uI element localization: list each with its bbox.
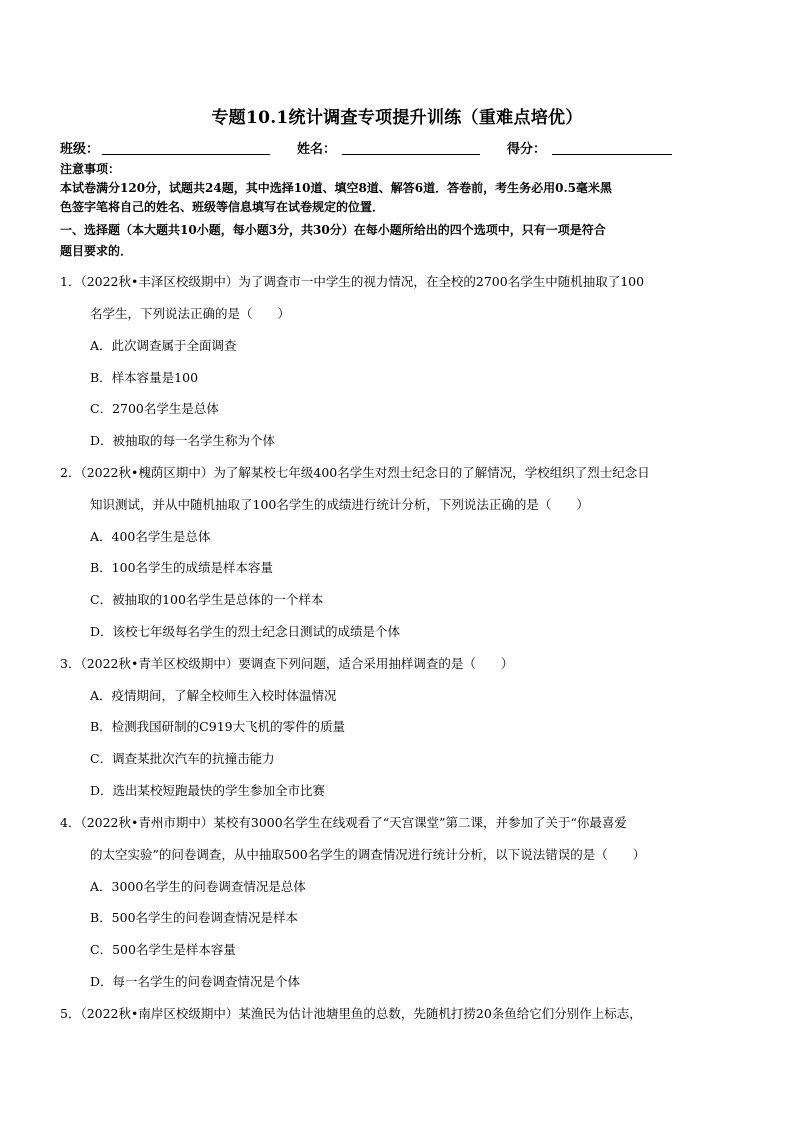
question-stem: 2．（2022秋•槐荫区期中）为了解某校七年级400名学生对烈士纪念日的了解情况，学校组织了烈士纪念日 [60,465,650,480]
question-stem-cont: 的太空实验”的问卷调查，从中抽取500名学生的调查情况进行统计分析，以下说法错误的是（ ） [90,847,646,862]
page-title: 专题10.1统计调查专项提升训练（重难点培优） [211,108,583,128]
score-label: 得分： [507,142,547,157]
option-b[interactable]: B．500名学生的问卷调查情况是样本 [90,910,299,925]
question-stem: 1．（2022秋•丰泽区校级期中）为了调查市一中学生的视力情况，在全校的2700名学生中随机抽取了100 [60,274,645,289]
notice-heading: 注意事项： [60,162,121,176]
option-d[interactable]: D．该校七年级每名学生的烈士纪念日测试的成绩是个体 [90,624,401,639]
option-d[interactable]: D．选出某校短跑最快的学生参加全市比赛 [90,783,326,798]
question-stem-cont: 名学生，下列说法正确的是（ ） [90,306,291,321]
question-stem: 3．（2022秋•青羊区校级期中）要调查下列问题，适合采用抽样调查的是（ ） [60,656,514,671]
option-b[interactable]: B．检测我国研制的C919大飞机的零件的质量 [90,719,346,734]
question-stem: 5．（2022秋•南岸区校级期中）某渔民为估计池塘里鱼的总数，先随机打捞20条鱼给它们分别作上标志， [60,1006,642,1021]
option-b[interactable]: B．100名学生的成绩是样本容量 [90,560,274,575]
option-b[interactable]: B．样本容量是100 [90,370,199,385]
option-d[interactable]: D．被抽取的每一名学生称为个体 [90,433,276,448]
option-d[interactable]: D．每一名学生的问卷调查情况是个体 [90,974,301,989]
class-blank[interactable] [102,154,270,155]
option-a[interactable]: A．400名学生是总体 [90,529,211,544]
name-blank[interactable] [342,154,480,155]
name-label: 姓名： [297,142,337,157]
question-stem-cont: 知识测试，并从中随机抽取了100名学生的成绩进行统计分析，下列说法正确的是（ ） [90,497,589,512]
option-c[interactable]: C．500名学生是样本容量 [90,942,236,957]
option-a[interactable]: A．疫情期间，了解全校师生入校时体温情况 [90,688,337,703]
option-a[interactable]: A．此次调查属于全面调查 [90,338,237,353]
score-blank[interactable] [552,154,672,155]
notice-line-1: 本试卷满分120分，试题共24题，其中选择10道、填空8道、解答6道．答卷前，考生务必用0.5毫米黑 [60,181,613,195]
notice-line-2: 色签字笔将自己的姓名、班级等信息填写在试卷规定的位置． [60,200,385,214]
question-stem: 4．（2022秋•青州市期中）某校有3000名学生在线观看了“天宫课堂”第二课，并参加了关于“你最喜爱 [60,815,627,830]
class-label: 班级： [60,142,100,157]
option-c[interactable]: C．2700名学生是总体 [90,401,219,416]
option-a[interactable]: A．3000名学生的问卷调查情况是总体 [90,879,306,894]
option-c[interactable]: C．调查某批次汽车的抗撞击能力 [90,751,275,766]
section-instruction-2: 题目要求的． [60,244,133,258]
section-instruction-1: 一、选择题（本大题共10小题，每小题3分，共30分）在每小题所给出的四个选项中，只有一项是符合 [60,223,606,237]
option-c[interactable]: C．被抽取的100名学生是总体的一个样本 [90,592,324,607]
